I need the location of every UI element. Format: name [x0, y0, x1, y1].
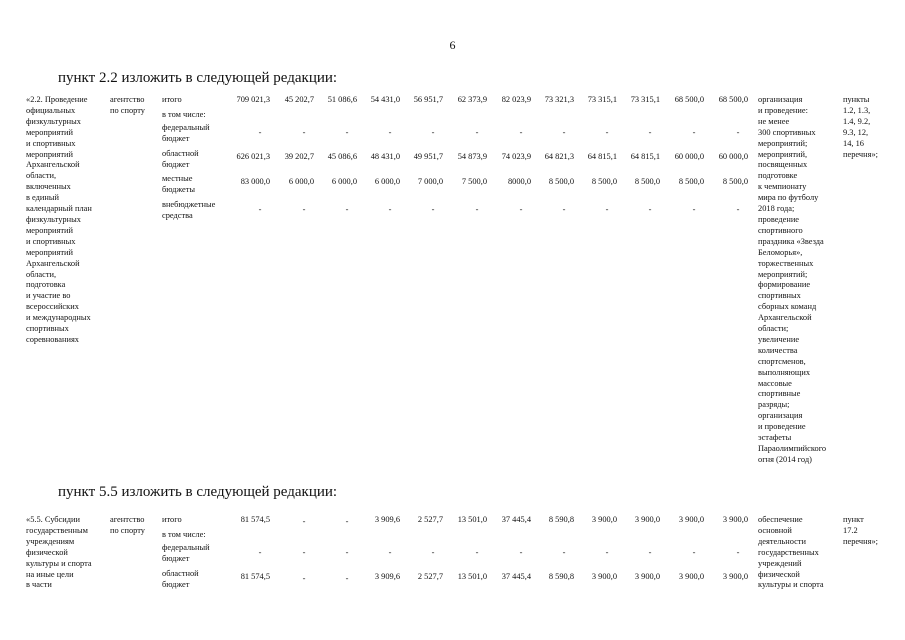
- funding-value-cell: 13 501,0: [457, 572, 487, 581]
- funding-value-cell: 45 086,6: [327, 152, 357, 161]
- funding-value-cell: -: [605, 548, 609, 557]
- funding-source-label: внебюджетные средства: [162, 200, 216, 220]
- funding-source-label: в том числе:: [162, 530, 206, 539]
- funding-value-cell: -: [519, 548, 523, 557]
- funding-value-cell: -: [388, 205, 392, 214]
- funding-value-cell: 3 909,6: [374, 515, 400, 524]
- funding-value-cell: -: [562, 548, 566, 557]
- funding-value-cell: 39 202,7: [284, 152, 314, 161]
- funding-value-cell: -: [258, 128, 262, 137]
- funding-source-label: областной бюджет: [162, 149, 199, 169]
- funding-value-cell: -: [431, 205, 435, 214]
- funding-value-cell: 68 500,0: [674, 95, 704, 104]
- funding-value-cell: 6 000,0: [331, 177, 357, 186]
- funding-value-cell: 8000,0: [507, 177, 531, 186]
- funding-value-cell: 709 021,3: [236, 95, 270, 104]
- funding-value-cell: 64 821,3: [544, 152, 574, 161]
- funding-source-label: местные бюджеты: [162, 174, 196, 194]
- section2-expected-result: обеспечение основной деятельности государственных учреждений физической культуры и спорта: [758, 515, 824, 590]
- funding-value-cell: 68 500,0: [718, 95, 748, 104]
- funding-value-cell: 49 951,7: [413, 152, 443, 161]
- section1-executor: агентство по спорту: [110, 95, 145, 115]
- funding-value-cell: -: [388, 548, 392, 557]
- funding-value-cell: 8 590,8: [548, 572, 574, 581]
- funding-value-cell: 8 500,0: [634, 177, 660, 186]
- funding-value-cell: 73 315,1: [630, 95, 660, 104]
- funding-source-label: федеральный бюджет: [162, 123, 210, 143]
- funding-value-cell: 64 815,1: [587, 152, 617, 161]
- funding-value-cell: 56 951,7: [413, 95, 443, 104]
- funding-source-label: федеральный бюджет: [162, 543, 210, 563]
- funding-value-cell: -: [258, 548, 262, 557]
- funding-value-cell: -: [736, 548, 740, 557]
- funding-value-cell: 74 023,9: [501, 152, 531, 161]
- funding-value-cell: 48 431,0: [370, 152, 400, 161]
- funding-value-cell: -: [519, 128, 523, 137]
- funding-value-cell: -: [258, 205, 262, 214]
- funding-value-cell: 62 373,9: [457, 95, 487, 104]
- funding-value-cell: -: [562, 128, 566, 137]
- section2-list-reference: пункт 17.2 перечня»;: [843, 515, 878, 546]
- funding-value-cell: 54 431,0: [370, 95, 400, 104]
- funding-value-cell: 3 900,0: [722, 572, 748, 581]
- funding-value-cell: -: [302, 574, 306, 583]
- funding-value-cell: 60 000,0: [718, 152, 748, 161]
- funding-value-cell: 6 000,0: [374, 177, 400, 186]
- funding-value-cell: 8 590,8: [548, 515, 574, 524]
- funding-value-cell: -: [302, 517, 306, 526]
- funding-value-cell: -: [605, 128, 609, 137]
- funding-source-label: итого: [162, 515, 182, 524]
- funding-value-cell: 54 873,9: [457, 152, 487, 161]
- funding-value-cell: -: [345, 128, 349, 137]
- funding-value-cell: -: [648, 548, 652, 557]
- funding-value-cell: 3 900,0: [678, 515, 704, 524]
- funding-value-cell: -: [692, 128, 696, 137]
- funding-value-cell: -: [302, 548, 306, 557]
- funding-value-cell: 3 909,6: [374, 572, 400, 581]
- funding-value-cell: 37 445,4: [501, 572, 531, 581]
- section1-heading: пункт 2.2 изложить в следующей редакции:: [58, 70, 338, 86]
- section1-expected-result: организация и проведение: не менее 300 спортивных мероприятий; мероприятий, посвященных подготовке к чемпионату мира по футболу 2018 года; проведение спортивного праздника «Звезда Беломорья», торжественных мероприятий; формирование спортивных сборных команд Архангельской области; увеличение количества спортсменов, выполняющих массовые спортивные разряды; организация и проведение эстафеты Параолимпийского огня (2014 год): [758, 95, 827, 464]
- funding-value-cell: -: [605, 205, 609, 214]
- funding-value-cell: 8 500,0: [678, 177, 704, 186]
- section1-list-reference: пункты 1.2, 1.3, 1.4, 9.2, 9.3, 12, 14, 16 перечня»;: [843, 95, 878, 159]
- funding-value-cell: 81 574,5: [240, 515, 270, 524]
- funding-value-cell: 2 527,7: [417, 572, 443, 581]
- funding-value-cell: 3 900,0: [591, 572, 617, 581]
- funding-value-cell: -: [388, 128, 392, 137]
- funding-value-cell: 37 445,4: [501, 515, 531, 524]
- funding-value-cell: -: [648, 205, 652, 214]
- funding-value-cell: -: [562, 205, 566, 214]
- funding-value-cell: 3 900,0: [591, 515, 617, 524]
- funding-value-cell: 3 900,0: [678, 572, 704, 581]
- funding-value-cell: -: [475, 548, 479, 557]
- funding-value-cell: -: [345, 548, 349, 557]
- funding-value-cell: -: [475, 205, 479, 214]
- section2-event-name: «5.5. Субсидии государственным учреждениям физической культуры и спорта на иные цели в части: [26, 515, 92, 590]
- funding-source-label: итого: [162, 95, 182, 104]
- funding-value-cell: 3 900,0: [634, 515, 660, 524]
- section1-event-name: «2.2. Проведение официальных физкультурных мероприятий и спортивных мероприятий Архангельской области, включенных в единый календарный план физкультурных мероприятий и спортивных мероприятий Архангельской области, подготовка и участие во всероссийских и международных спортивных соревнованиях: [26, 95, 92, 344]
- section2-executor: агентство по спорту: [110, 515, 145, 535]
- section2-heading: пункт 5.5 изложить в следующей редакции:: [58, 484, 338, 500]
- funding-value-cell: 8 500,0: [722, 177, 748, 186]
- funding-source-label: в том числе:: [162, 110, 206, 119]
- funding-value-cell: -: [345, 574, 349, 583]
- funding-value-cell: -: [345, 205, 349, 214]
- funding-value-cell: 3 900,0: [722, 515, 748, 524]
- funding-value-cell: -: [736, 128, 740, 137]
- funding-value-cell: 626 021,3: [236, 152, 270, 161]
- funding-value-cell: 73 321,3: [544, 95, 574, 104]
- funding-value-cell: 7 000,0: [417, 177, 443, 186]
- funding-value-cell: 6 000,0: [288, 177, 314, 186]
- funding-value-cell: 60 000,0: [674, 152, 704, 161]
- funding-value-cell: 13 501,0: [457, 515, 487, 524]
- funding-value-cell: 64 815,1: [630, 152, 660, 161]
- funding-value-cell: 81 574,5: [240, 572, 270, 581]
- funding-value-cell: -: [431, 548, 435, 557]
- funding-value-cell: -: [345, 517, 349, 526]
- funding-source-label: областной бюджет: [162, 569, 199, 589]
- funding-value-cell: -: [302, 128, 306, 137]
- funding-value-cell: -: [692, 205, 696, 214]
- page-number: 6: [449, 38, 456, 52]
- funding-value-cell: 45 202,7: [284, 95, 314, 104]
- funding-value-cell: 7 500,0: [461, 177, 487, 186]
- funding-value-cell: -: [302, 205, 306, 214]
- funding-value-cell: 73 315,1: [587, 95, 617, 104]
- funding-value-cell: 82 023,9: [501, 95, 531, 104]
- funding-value-cell: -: [692, 548, 696, 557]
- funding-value-cell: 3 900,0: [634, 572, 660, 581]
- funding-value-cell: -: [519, 205, 523, 214]
- funding-value-cell: -: [736, 205, 740, 214]
- funding-value-cell: -: [648, 128, 652, 137]
- funding-value-cell: 51 086,6: [327, 95, 357, 104]
- funding-value-cell: -: [475, 128, 479, 137]
- funding-value-cell: 8 500,0: [548, 177, 574, 186]
- funding-value-cell: 2 527,7: [417, 515, 443, 524]
- funding-value-cell: 83 000,0: [240, 177, 270, 186]
- funding-value-cell: 8 500,0: [591, 177, 617, 186]
- funding-value-cell: -: [431, 128, 435, 137]
